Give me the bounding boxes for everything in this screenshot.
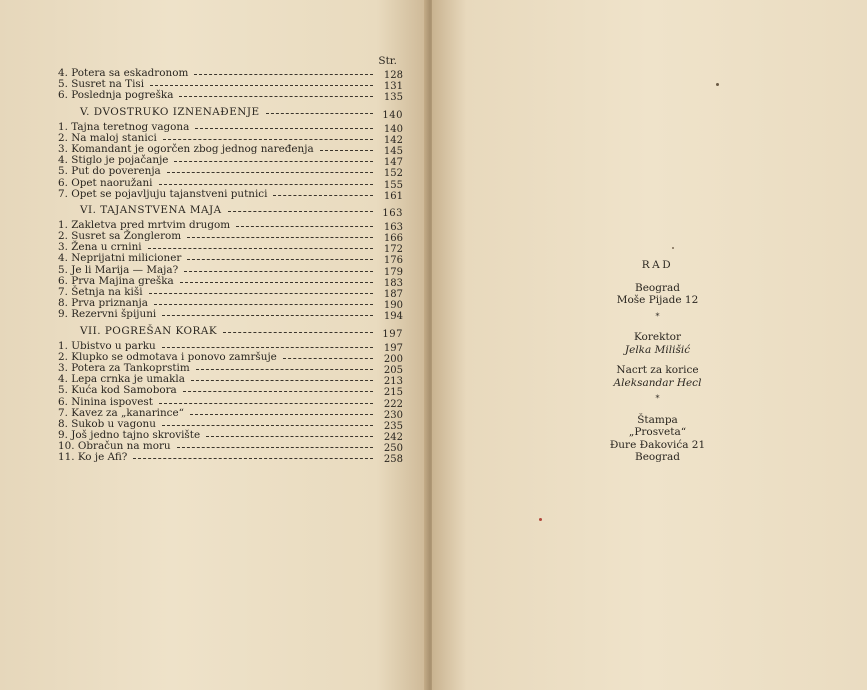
dash-leader: [162, 347, 373, 348]
dash-leader: [187, 259, 373, 260]
dash-leader: [190, 414, 373, 415]
page-number: 142: [383, 134, 403, 146]
page-number: 183: [383, 277, 403, 289]
printer-city: Beograd: [635, 451, 680, 463]
entry-title: 10. Obračun na moru: [58, 440, 171, 453]
dash-leader: [180, 282, 373, 283]
toc-section-heading: [58, 105, 403, 120]
entry-title: 7. Kavez za „kanarince“: [58, 406, 184, 419]
toc-page-column-header: Str.: [378, 55, 397, 67]
entry-title: 2. Susret sa Žonglerom: [58, 230, 182, 243]
page-number: 166: [383, 233, 403, 245]
page-number: 140: [383, 123, 403, 135]
cover-design-label: Nacrt za korice: [616, 364, 699, 376]
toc-entry: [58, 384, 403, 399]
page-number: 161: [383, 190, 403, 202]
cover-designer-name: Aleksandar Hecl: [613, 376, 702, 389]
page-number: 205: [383, 364, 403, 376]
entry-title: 8. Prva priznanja: [58, 297, 148, 310]
paper-speck: [672, 247, 674, 249]
dash-leader: [163, 139, 373, 140]
publisher-city: Beograd: [635, 281, 680, 294]
page-number: 200: [383, 353, 403, 365]
entry-title: 9. Još jedno tajno skrovište: [58, 429, 201, 442]
dash-leader: [273, 195, 373, 196]
page-number: 190: [383, 300, 403, 312]
entry-title: 2. Klupko se odmotava i ponovo zamršuje: [58, 350, 277, 363]
entry-title: 5. Put do poverenja: [58, 165, 161, 178]
dash-leader: [320, 150, 373, 151]
dash-leader: [162, 315, 373, 316]
page-number: 197: [383, 342, 403, 354]
dash-leader: [194, 74, 373, 75]
entry-title: 5. Je li Marija — Maja?: [58, 263, 179, 276]
page-number: 242: [383, 432, 403, 444]
publisher-address: Moše Pijade 12: [616, 294, 699, 306]
page-number: 172: [383, 244, 403, 256]
entry-title: 6. Prva Majina greška: [58, 274, 174, 287]
dash-leader: [236, 226, 373, 227]
dash-leader: [133, 458, 373, 459]
entry-title: 3. Komandant je ogorčen zbog jednog naređenja: [58, 142, 314, 155]
page-number: 194: [383, 311, 403, 323]
proofreader-label: Korektor: [633, 331, 682, 343]
page-number: 250: [383, 443, 403, 455]
entry-title: 4. Potera sa eskadronom: [58, 67, 189, 79]
page-number: 155: [383, 179, 403, 191]
proofreader-name: Jelka Milišić: [624, 343, 691, 356]
page-number: 230: [383, 409, 403, 421]
page-number: 152: [383, 168, 403, 180]
page-number: 135: [383, 92, 403, 104]
dash-leader: [196, 369, 373, 370]
entry-title: 8. Sukob u vagonu: [58, 417, 156, 430]
page-number: 176: [383, 255, 403, 267]
dash-leader: [223, 332, 373, 333]
entry-title: 1. Ubistvo u parku: [58, 339, 156, 352]
toc-entry: [58, 252, 403, 267]
dash-leader: [159, 403, 373, 404]
toc-entry: [58, 397, 403, 408]
dash-leader: [187, 237, 373, 238]
entry-title: 5. Susret na Tisi: [58, 78, 145, 91]
dash-leader: [184, 271, 373, 272]
entry-title: 4. Stiglo je pojačanje: [58, 154, 169, 167]
entry-title: 6. Opet naoružani: [58, 176, 153, 189]
dash-leader: [149, 293, 373, 294]
page-number: 163: [383, 221, 403, 233]
publisher-name: RAD: [641, 259, 674, 271]
dash-leader: [183, 391, 373, 392]
dash-leader: [191, 380, 373, 381]
left-page: [0, 0, 428, 690]
dash-leader: [228, 211, 373, 212]
section-title: V. DVOSTRUKO IZNENAĐENJE: [80, 105, 260, 118]
dash-leader: [162, 425, 373, 426]
page-number: 197: [382, 328, 403, 340]
entry-title: 4. Lepa crnka je umakla: [58, 373, 185, 386]
entry-title: 11. Ko je Afi?: [58, 451, 128, 464]
dash-leader: [174, 161, 373, 162]
toc-entry: [58, 89, 403, 104]
entry-title: 6. Poslednja pogreška: [58, 89, 174, 102]
paper-speck: [716, 83, 719, 86]
dash-leader: [154, 304, 373, 305]
separator-star-2: *: [655, 394, 660, 403]
page-number: 163: [382, 207, 403, 219]
page-number: 128: [383, 70, 403, 81]
toc-entry: [58, 178, 403, 189]
toc-entry: [58, 189, 403, 200]
page-number: 187: [383, 289, 403, 300]
entry-title: 3. Potera za Tankoprstim: [58, 361, 190, 374]
toc-section-heading: [58, 203, 403, 218]
entry-title: 7. Šetnja na kiši: [58, 286, 143, 298]
page-number: 140: [382, 109, 403, 121]
section-title: VII. POGREŠAN KORAK: [80, 324, 218, 337]
toc-entry: [58, 165, 403, 180]
dash-leader: [150, 85, 373, 86]
dash-leader: [179, 96, 373, 97]
entry-title: 7. Opet se pojavljuju tajanstveni putnici: [58, 187, 268, 200]
page-number: 235: [383, 420, 403, 432]
printer-address: Đure Đakovića 21: [609, 438, 706, 451]
page-number: 147: [383, 157, 403, 169]
entry-title: 4. Neprijatni milicioner: [58, 252, 182, 265]
toc-entry: [58, 451, 403, 466]
dash-leader: [159, 184, 373, 185]
page-number: 179: [383, 266, 403, 278]
separator-star: *: [655, 311, 660, 321]
toc-section-heading: [58, 324, 403, 339]
dash-leader: [148, 248, 373, 249]
page-number: 222: [383, 398, 403, 410]
colophon: [575, 259, 740, 464]
entry-title: 1. Zakletva pred mrtvim drugom: [58, 218, 231, 231]
toc-entry: [58, 308, 403, 323]
page-number: 131: [383, 81, 403, 93]
entry-title: 3. Žena u crnini: [58, 241, 142, 254]
printer-name: „Prosveta“: [628, 426, 687, 438]
dash-leader: [177, 447, 373, 448]
dash-leader: [283, 358, 373, 359]
entry-title: 9. Rezervni špijuni: [58, 308, 157, 321]
print-label: Štampa: [637, 413, 678, 426]
page-number: 258: [383, 454, 403, 466]
dash-leader: [167, 172, 373, 173]
page-number: 145: [383, 145, 403, 157]
entry-title: 1. Tajna teretnog vagona: [58, 120, 190, 133]
entry-title: 5. Kuća kod Samobora: [58, 384, 177, 397]
dash-leader: [195, 128, 373, 129]
entry-title: 2. Na maloj stanici: [58, 131, 157, 144]
entry-title: 6. Ninina ispovest: [58, 395, 153, 408]
table-of-contents: [58, 55, 403, 464]
paper-speck: [539, 518, 542, 521]
page-number: 213: [383, 376, 403, 388]
page-number: 215: [383, 387, 403, 399]
section-title: VI. TAJANSTVENA MAJA: [80, 203, 222, 216]
dash-leader: [266, 113, 373, 114]
dash-leader: [206, 436, 373, 437]
